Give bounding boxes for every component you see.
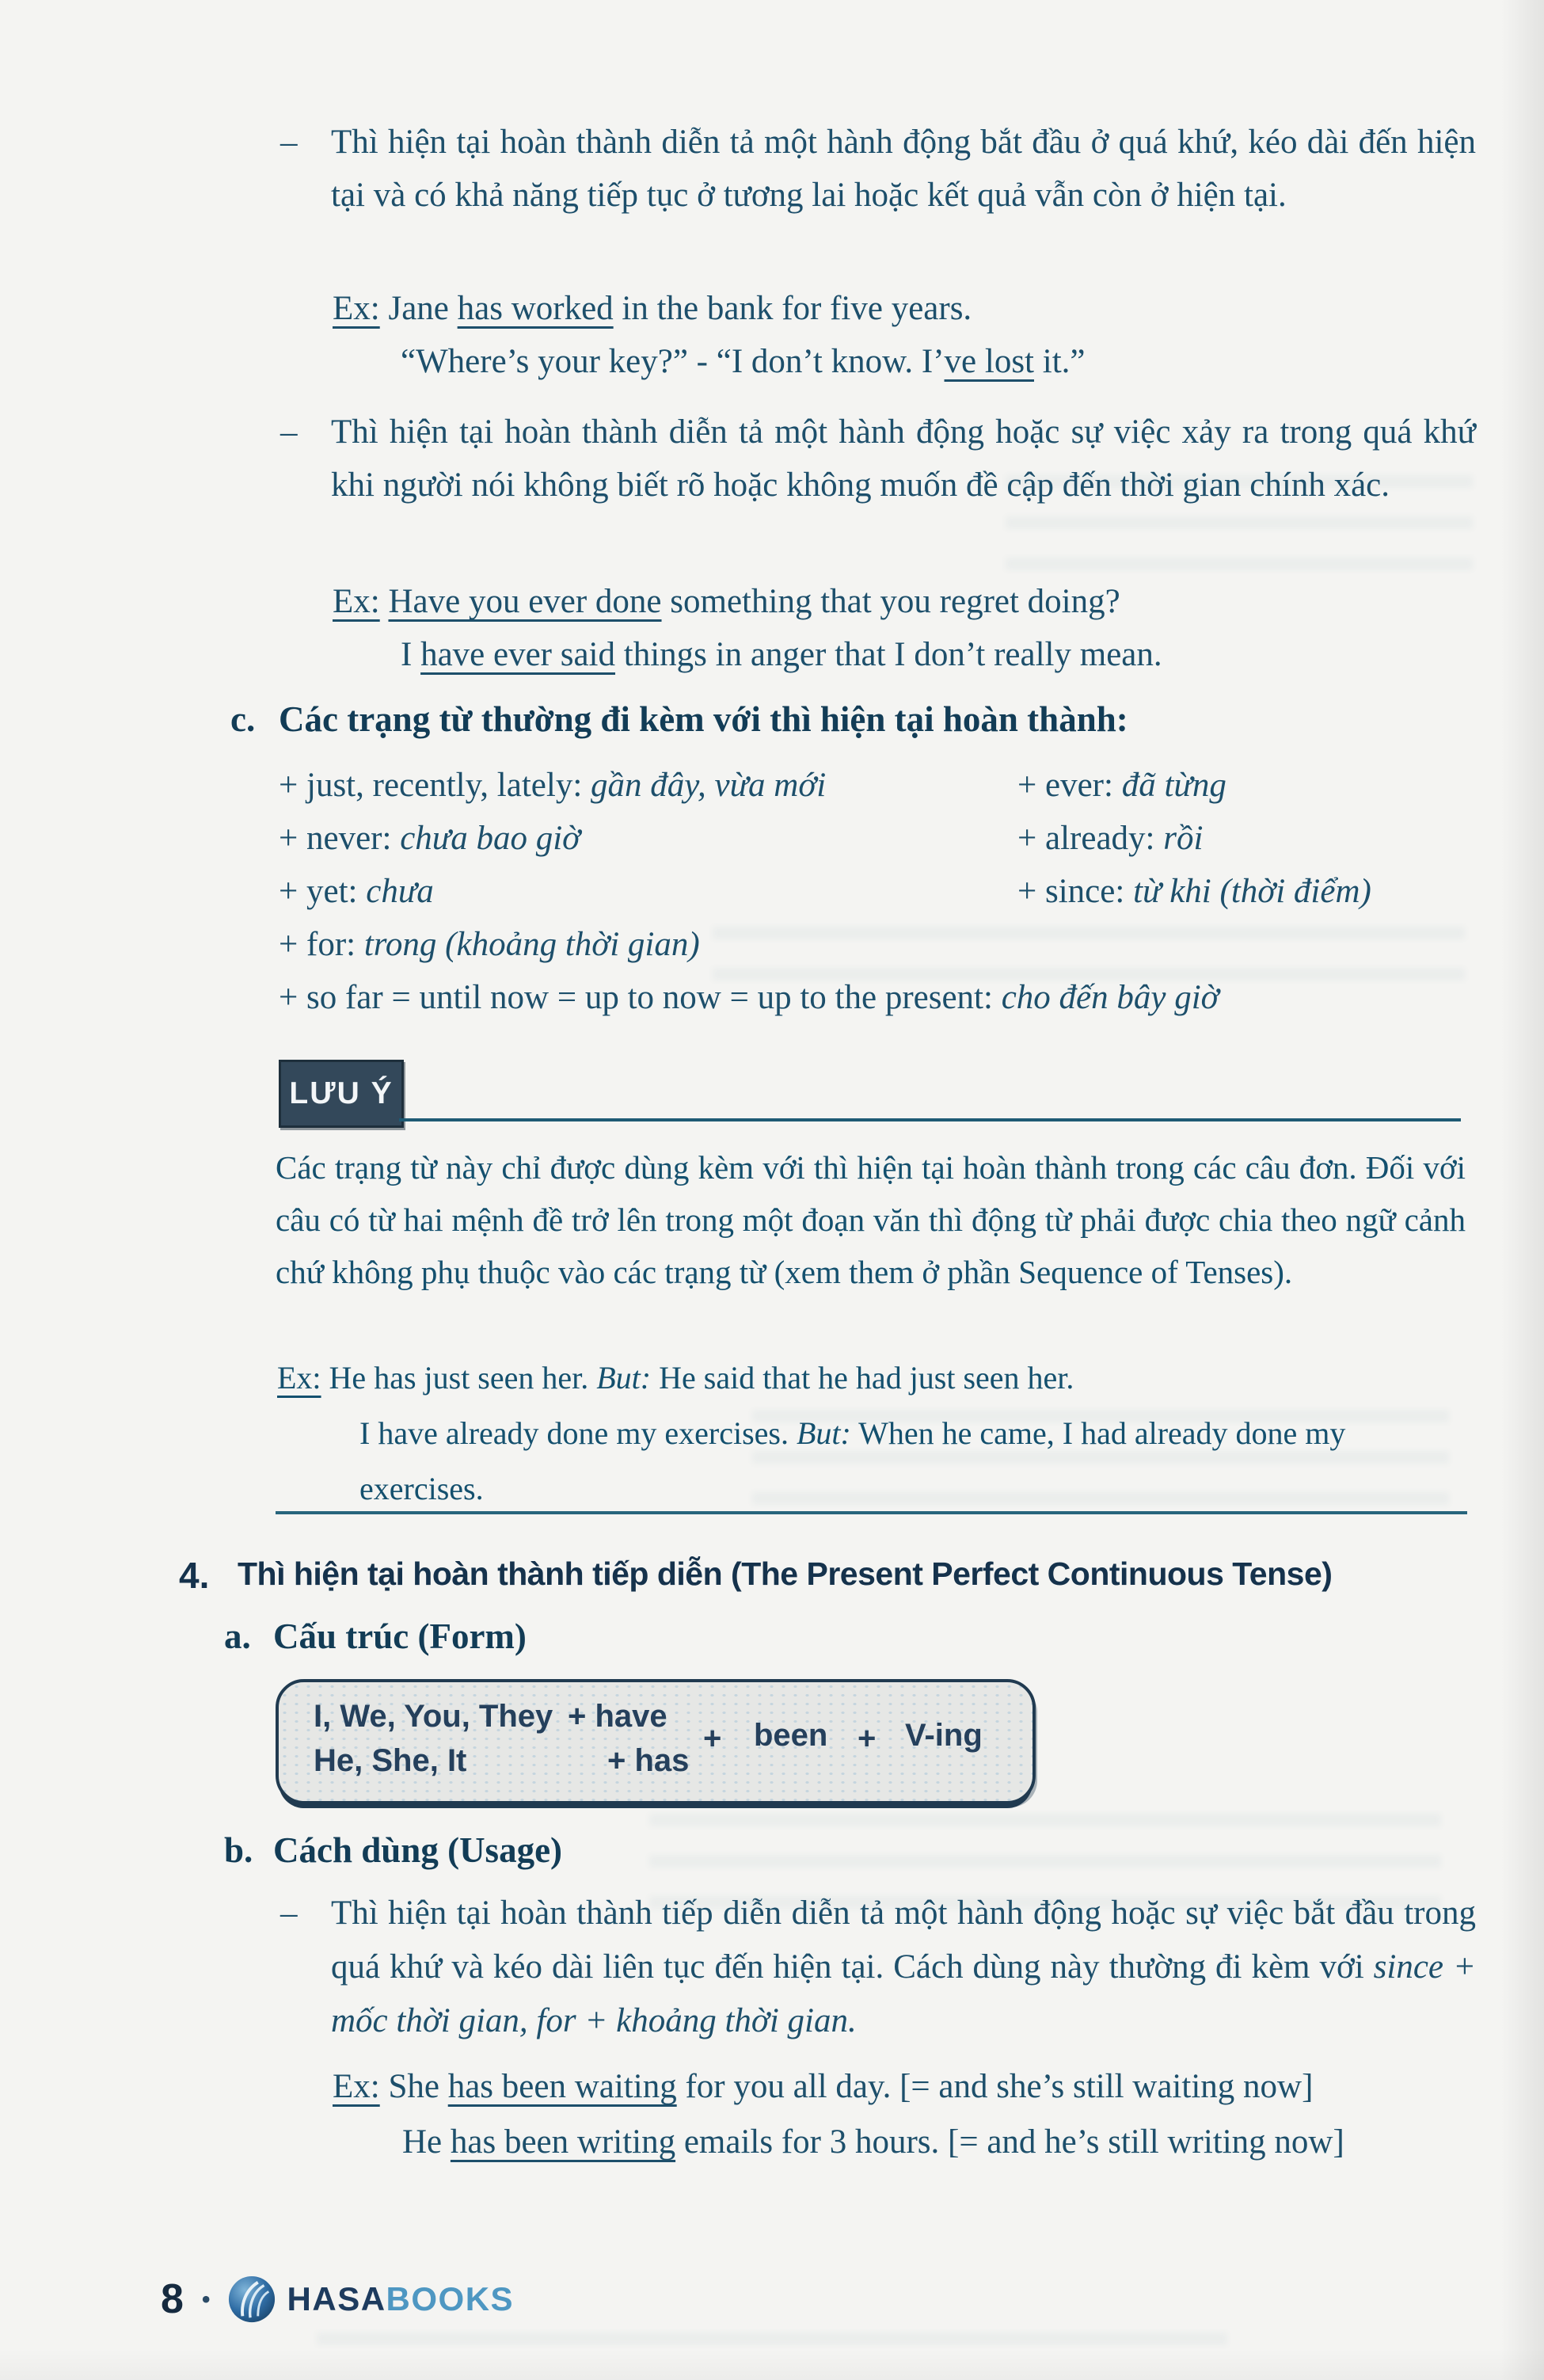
adverb-item-so-far bbox=[279, 971, 1219, 1024]
note-body-text: Các trạng từ này chỉ được dùng kèm với thì hiện tại hoàn thành trong các câu đơn. Đối với câu có từ hai mệnh đề trở lên trong một đoạn văn thì động từ phải được chia theo ngữ cảnh chứ không phụ thuộc vào các trạng từ (xem them ở phần Sequence of Tenses). bbox=[276, 1149, 1466, 1290]
formula-been: been bbox=[754, 1718, 828, 1753]
hasabooks-logo-icon bbox=[227, 2275, 276, 2324]
text-segment: Jane bbox=[379, 290, 458, 327]
text-segment: + yet: bbox=[279, 873, 367, 910]
text-segment: Ex: bbox=[333, 583, 380, 620]
example-block-1 bbox=[333, 282, 1085, 388]
bullet-text: Thì hiện tại hoàn thành diễn tả một hành động bắt đầu ở quá khứ, kéo dài đến hiện tại và có khả năng tiếp tục ở tương lai hoặc kết quả vẫn còn ở hiện tại. bbox=[331, 124, 1476, 214]
adverb-list-left bbox=[279, 759, 826, 971]
section-c-label: c. bbox=[230, 699, 256, 739]
example-line bbox=[333, 282, 1085, 335]
text-segment: Have you ever done bbox=[388, 583, 662, 620]
text-segment: has worked bbox=[457, 290, 614, 327]
brand-wordmark bbox=[287, 2280, 515, 2318]
example-line bbox=[401, 335, 1085, 388]
adverb-list-right bbox=[1017, 759, 1371, 918]
bullet-text bbox=[331, 1887, 1476, 2048]
bullet-text: Thì hiện tại hoàn thành diễn tả một hành động hoặc sự việc xảy ra trong quá khứ khi người nói không biết rõ hoặc không muốn đề cập đến thời gian chính xác. bbox=[331, 413, 1476, 504]
bullet-dash: – bbox=[280, 413, 298, 451]
page-edge-shade bbox=[1500, 0, 1544, 2380]
section-4a-heading: Cấu trúc (Form) bbox=[273, 1616, 527, 1656]
adverb-item bbox=[1017, 759, 1371, 812]
text-segment: He has just seen her. bbox=[321, 1360, 597, 1396]
section-4-title: Thì hiện tại hoàn thành tiếp diễn (The Present Perfect Continuous Tense) bbox=[238, 1556, 1333, 1592]
text-segment: từ khi (thời điểm) bbox=[1133, 873, 1371, 910]
section-4b-heading: Cách dùng (Usage) bbox=[273, 1830, 563, 1870]
section-c-heading: Các trạng từ thường đi kèm với thì hiện tại hoàn thành: bbox=[279, 699, 1128, 739]
text-segment: trong (khoảng thời gian) bbox=[363, 926, 700, 963]
text-segment: in the bank for five years. bbox=[613, 290, 972, 327]
brand-books: BOOKS bbox=[386, 2280, 515, 2317]
example-line bbox=[402, 2115, 1479, 2170]
page-footer bbox=[161, 2275, 514, 2324]
note-label-box bbox=[279, 1060, 404, 1128]
section-divider-rule bbox=[276, 1511, 1467, 1514]
formula-subjects-plural: I, We, You, They bbox=[314, 1699, 553, 1734]
formula-verb-has: + has bbox=[607, 1743, 690, 1778]
example-line bbox=[333, 575, 1162, 628]
present-perfect-bullet-2 bbox=[279, 406, 1476, 512]
text-segment: chưa bao giờ bbox=[400, 820, 581, 857]
text-segment: + never: bbox=[279, 820, 401, 857]
text-segment bbox=[380, 583, 389, 620]
tense-formula-box bbox=[276, 1679, 1036, 1804]
adverb-item bbox=[1017, 865, 1371, 918]
text-segment: cho đến bây giờ bbox=[1001, 979, 1219, 1016]
text-segment: chưa bbox=[366, 873, 434, 910]
section-4a-label: a. bbox=[224, 1616, 251, 1656]
example-block-2 bbox=[333, 575, 1162, 681]
example-line bbox=[359, 1406, 1472, 1517]
text-segment: I bbox=[401, 636, 421, 673]
text-segment: has been waiting bbox=[447, 2068, 677, 2105]
text-segment: since + mốc thời gian, for + khoảng thời gian. bbox=[331, 1948, 1477, 2039]
text-segment: things in anger that I don’t really mean. bbox=[615, 636, 1162, 673]
text-segment: Ex: bbox=[333, 2068, 380, 2105]
page-number: 8 bbox=[161, 2276, 184, 2322]
text-segment: Ex: bbox=[277, 1360, 321, 1396]
text-segment: + since: bbox=[1017, 873, 1134, 910]
footer-separator-dot: • bbox=[200, 2283, 211, 2315]
text-segment: has been writing bbox=[450, 2123, 676, 2161]
example-line bbox=[333, 2059, 1479, 2115]
formula-plus-sign: + bbox=[703, 1721, 722, 1756]
brand-hasa: HASA bbox=[287, 2280, 386, 2317]
text-segment: ve lost bbox=[944, 343, 1034, 380]
example-block-3 bbox=[333, 2059, 1479, 2170]
text-segment: + already: bbox=[1017, 820, 1164, 857]
text-segment: emails for 3 hours. [= and he’s still writing now] bbox=[675, 2123, 1344, 2161]
text-segment: something that you regret doing? bbox=[661, 583, 1120, 620]
text-segment: I have already done my exercises. bbox=[359, 1415, 797, 1451]
text-segment: He said that he had just seen her. bbox=[651, 1360, 1074, 1396]
text-segment: But: bbox=[596, 1360, 652, 1396]
note-header-rule bbox=[399, 1118, 1461, 1121]
text-segment: gần đây, vừa mới bbox=[591, 767, 827, 804]
text-segment: But: bbox=[796, 1415, 851, 1451]
adverb-item bbox=[279, 812, 826, 865]
page-bottom-shade bbox=[0, 2348, 1544, 2380]
example-line bbox=[401, 628, 1162, 681]
text-segment: + for: bbox=[279, 926, 364, 963]
text-segment: “Where’s your key?” - “I don’t know. I’ bbox=[401, 343, 945, 380]
adverb-item bbox=[279, 865, 826, 918]
example-line bbox=[277, 1350, 1472, 1406]
formula-verb-have: + have bbox=[568, 1699, 667, 1734]
adverb-item bbox=[1017, 812, 1371, 865]
text-segment: + so far = until now = up to now = up to the present: bbox=[279, 979, 1002, 1016]
section-4-number: 4. bbox=[179, 1555, 210, 1596]
bullet-dash: – bbox=[280, 124, 298, 161]
text-segment: + just, recently, lately: bbox=[279, 767, 591, 804]
text-segment: When he came, I had already done my exercises. bbox=[359, 1415, 1346, 1506]
bullet-dash: – bbox=[280, 1894, 298, 1932]
text-segment: He bbox=[402, 2123, 451, 2161]
note-example-block bbox=[277, 1350, 1472, 1517]
text-segment: rồi bbox=[1163, 820, 1204, 857]
text-segment: đã từng bbox=[1121, 767, 1226, 804]
formula-plus-sign: + bbox=[858, 1721, 877, 1756]
adverb-item bbox=[279, 759, 826, 812]
text-segment: have ever said bbox=[420, 636, 616, 673]
formula-subjects-singular: He, She, It bbox=[314, 1743, 467, 1778]
section-4b-label: b. bbox=[224, 1830, 253, 1870]
text-segment: for you all day. [= and she’s still waiting now] bbox=[676, 2068, 1314, 2105]
text-segment: it.” bbox=[1034, 343, 1086, 380]
text-segment: She bbox=[379, 2068, 448, 2105]
text-segment: + ever: bbox=[1017, 767, 1122, 804]
continuous-usage-bullet bbox=[279, 1887, 1476, 2048]
text-segment: Ex: bbox=[333, 290, 380, 327]
formula-v-ing: V-ing bbox=[905, 1718, 983, 1753]
present-perfect-bullet-1 bbox=[279, 116, 1476, 222]
adverb-item bbox=[279, 918, 826, 971]
note-label: LƯU Ý bbox=[289, 1076, 394, 1110]
text-segment: Thì hiện tại hoàn thành tiếp diễn diễn tả một hành động hoặc sự việc bắt đầu trong quá khứ và kéo dài liên tục đến hiện tại. Cách dùng này thường đi kèm với bbox=[331, 1894, 1476, 1986]
